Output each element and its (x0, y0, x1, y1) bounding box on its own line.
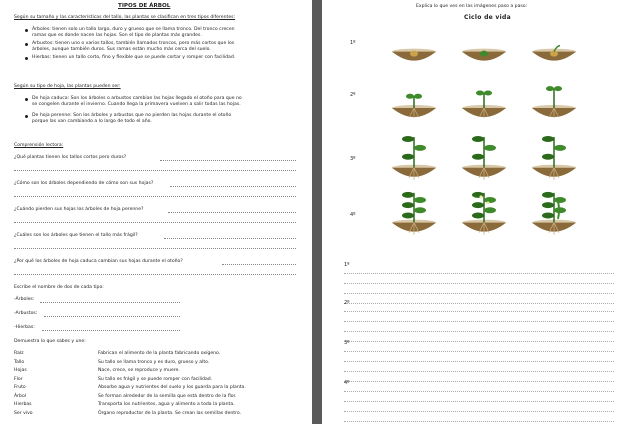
answer-line[interactable] (40, 302, 180, 303)
names-label-arboles: -Árboles: (14, 297, 35, 302)
names-label-arbustos: -Arbustos: (14, 311, 38, 316)
s1-item-2-line2: árboles, aunque también duros. Sus ramas están mucho más cerca del suelo. (32, 47, 211, 52)
life-cycle-image (462, 134, 506, 192)
match-definition[interactable]: Su tallo se llama tronco y es duro, grueso y alto. (98, 359, 210, 365)
match-term[interactable]: Fruto (14, 385, 26, 390)
match-definition[interactable]: Fabrican el alimento de la planta fabricando oxígeno. (98, 351, 221, 356)
worksheet-page-right (322, 0, 640, 424)
life-cycle-image (462, 30, 506, 66)
step-number-4: 4º (350, 212, 356, 218)
s2-item-1-line1: De hoja caduca: Son los árboles o arbustos cambian las hojas llegado el otoño para que no (32, 96, 242, 101)
answer-line[interactable] (170, 186, 296, 187)
s2-item-1-line2: se congelen durante el invierno. Cuando llega la primavera vuelven a salir todas las hojas. (32, 102, 241, 107)
answer-line[interactable] (14, 248, 296, 249)
answer-line[interactable] (14, 196, 296, 197)
life-cycle-image (532, 30, 576, 66)
question-1: ¿Qué plantas tienen los tallos cortos pero duros? (14, 155, 127, 160)
cycle-title: Ciclo de vida (464, 14, 511, 21)
bullet (25, 98, 28, 101)
match-definition[interactable]: Absorbe agua y nutrientes del suelo y los guarda para la planta. (98, 385, 246, 390)
worksheet-page-left (0, 0, 312, 424)
names-label-hierbas: -Hierbas: (14, 325, 35, 330)
answer-step-4: 4º (344, 380, 350, 386)
life-cycle-image (392, 134, 436, 192)
question-3: ¿Cuándo pierden sus hojas los árboles de hoja perenne? (14, 207, 144, 212)
answer-line[interactable] (14, 222, 296, 223)
step-number-1: 1º (350, 40, 356, 46)
match-term[interactable]: Árbol (14, 393, 27, 399)
step-number-3: 3º (350, 156, 356, 162)
match-term[interactable]: Raíz (14, 351, 24, 356)
s1-item-2-line1: Arbustos: tienen uno o varios tallos, también llamados troncos, pero más cortos que los (32, 41, 235, 46)
bullet (25, 57, 28, 60)
life-cycle-image (392, 30, 436, 66)
match-term[interactable]: Flor (14, 376, 23, 382)
s1-item-1-line1: Árboles: tienen solo un tallo largo, duro y grueso que se llama tronco. Del tronco crecen (32, 27, 235, 32)
answer-line[interactable] (42, 330, 180, 331)
question-5: ¿Por qué los árboles de hoja caduca cambian sus hojas durante el otoño? (14, 259, 183, 264)
section2-intro: Según su tipo de hoja, las plantas pueden ser: (14, 84, 121, 89)
life-cycle-image (532, 134, 576, 192)
page-title: TIPOS DE ÁRBOL (118, 3, 171, 9)
match-definition[interactable]: Transporta los nutrientes, agua y alimento a toda la planta. (98, 402, 235, 407)
life-cycle-image (392, 190, 436, 246)
answer-line[interactable] (222, 264, 296, 265)
match-definition[interactable]: Se forman alrededor de la semilla que está dentro de la flor. (98, 393, 237, 399)
answer-lines-step-2[interactable] (344, 302, 614, 342)
bullet (25, 43, 28, 46)
answer-line[interactable] (14, 170, 296, 171)
s1-item-3-line1: Hierbas: tienen un tallo corto, fino y flexible que se puede cortar y romper con facilidad. (32, 55, 236, 60)
answer-step-3: 3º (344, 340, 350, 346)
match-term[interactable]: Hierbas (14, 402, 32, 407)
section1-intro: Según su tamaño y las características del tallo, las plantas se clasifican en tres tipos diferentes: (14, 15, 236, 20)
answer-line[interactable] (14, 274, 296, 275)
s2-item-2-line1: De hoja perenne: Son los árboles y arbustos que no pierden las hojas durante el otoño (32, 113, 232, 118)
step-number-2: 2º (350, 92, 356, 98)
answer-line[interactable] (164, 238, 296, 239)
match-term[interactable]: Tallo (14, 359, 25, 365)
answer-step-1: 1º (344, 262, 350, 268)
bullet (25, 29, 28, 32)
comprehension-title: Comprensión lectora: (14, 143, 64, 148)
s1-item-1-line2: ramas que es donde nacen las hojas. Son el tipo de plantas más grandes. (32, 33, 202, 38)
images-instruction: Explica lo que ves en las imágenes paso a paso: (416, 4, 528, 9)
answer-line[interactable] (168, 212, 296, 213)
names-instruction: Escribe el nombre de dos de cada tipo: (14, 285, 104, 290)
answer-lines-step-3[interactable] (344, 342, 614, 382)
match-definition[interactable]: Nace, crece, se reproduce y muere. (98, 368, 180, 373)
answer-line[interactable] (160, 160, 296, 161)
s2-item-2-line2: porque las van cambiando a lo largo de todo el año. (32, 119, 152, 124)
match-definition[interactable]: Su tallo es frágil y se puede romper con facilidad. (98, 376, 213, 382)
bullet (25, 115, 28, 118)
life-cycle-image (462, 190, 506, 246)
life-cycle-image (462, 82, 506, 126)
life-cycle-image (532, 82, 576, 126)
answer-lines-step-4[interactable] (344, 382, 614, 422)
match-term[interactable]: Ser vivo (14, 410, 33, 416)
match-definition[interactable]: Órgano reproductor de la planta. Se crean las semillas dentro. (98, 410, 242, 416)
question-2: ¿Cómo son los árboles dependiendo de cómo son sus hojas? (14, 181, 154, 186)
life-cycle-image (392, 82, 436, 126)
life-cycle-image (532, 190, 576, 246)
answer-line[interactable] (44, 316, 180, 317)
answer-lines-step-1[interactable] (344, 264, 614, 304)
question-4: ¿Cuáles son los árboles que tienen el tallo más frágil? (14, 233, 138, 238)
match-instruction: Demuestra lo que sabes y une: (14, 339, 86, 344)
match-term[interactable]: Hojas (14, 368, 27, 373)
answer-step-2: 2º (344, 300, 350, 306)
